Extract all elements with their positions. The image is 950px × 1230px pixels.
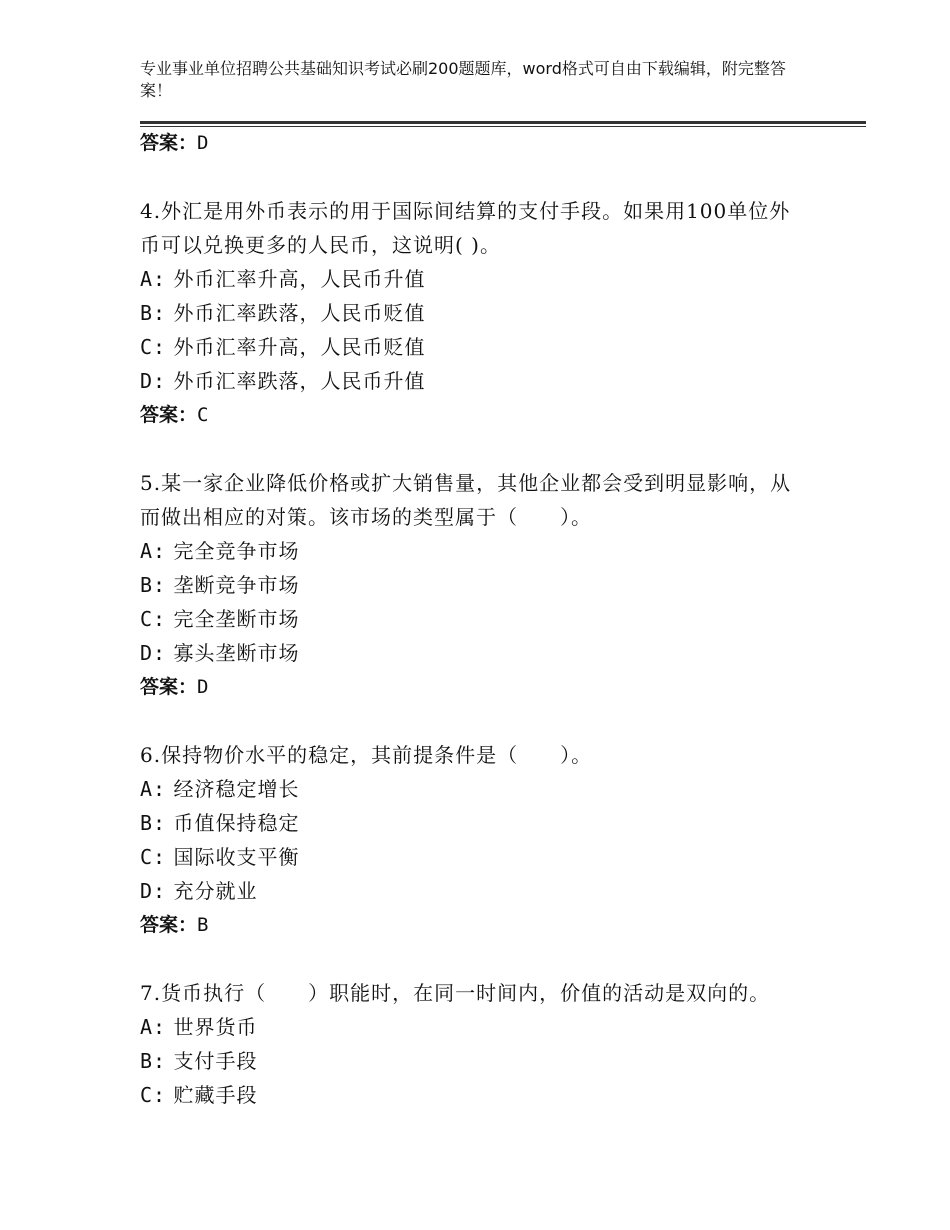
question-text: 7.货币执行（ ）职能时，在同一时间内，价值的活动是双向的。 (140, 981, 771, 1005)
option-key: C: (140, 845, 167, 869)
option-text: 世界货币 (173, 1015, 258, 1039)
option-key: A: (140, 777, 167, 801)
question-5 (140, 466, 840, 704)
option-text: 完全竞争市场 (173, 539, 300, 563)
answer-label: 答案： (140, 404, 198, 426)
page-header: 专业事业单位招聘公共基础知识考试必刷200题题库，word格式可自由下载编辑，附完整答案！ (140, 59, 786, 100)
header-rule-thick (140, 121, 866, 124)
answer-label: 答案： (140, 676, 198, 698)
option-b (140, 1044, 840, 1078)
option-text: 币值保持稳定 (173, 811, 300, 835)
answer-value: B (197, 914, 209, 936)
option-key: D: (140, 641, 167, 665)
option-c (140, 1078, 840, 1112)
question-7 (140, 976, 840, 1112)
answer-value: D (197, 676, 209, 698)
answer-line (140, 126, 840, 160)
option-d (140, 874, 840, 908)
option-key: A: (140, 267, 167, 291)
option-a (140, 1010, 840, 1044)
option-key: A: (140, 1015, 167, 1039)
answer-value: D (197, 132, 209, 154)
option-c (140, 330, 840, 364)
option-text: 经济稳定增长 (173, 777, 300, 801)
answer-line (140, 398, 840, 432)
option-key: B: (140, 811, 167, 835)
question-text: 5.某一家企业降低价格或扩大销售量，其他企业都会受到明显影响，从而做出相应的对策。该市场的类型属于（ ）。 (140, 471, 792, 529)
option-d (140, 364, 840, 398)
option-b (140, 568, 840, 602)
option-key: D: (140, 879, 167, 903)
option-a (140, 772, 840, 806)
option-key: B: (140, 301, 167, 325)
option-b (140, 296, 840, 330)
option-key: C: (140, 335, 167, 359)
option-text: 寡头垄断市场 (173, 641, 300, 665)
option-key: C: (140, 1083, 167, 1107)
option-text: 充分就业 (173, 879, 258, 903)
option-key: D: (140, 369, 167, 393)
answer-value: C (197, 404, 209, 426)
option-key: C: (140, 607, 167, 631)
option-text: 贮藏手段 (173, 1083, 258, 1107)
option-a (140, 262, 840, 296)
option-key: B: (140, 573, 167, 597)
answer-line (140, 908, 840, 942)
option-d (140, 636, 840, 670)
answer-label: 答案： (140, 914, 198, 936)
option-text: 外币汇率升高，人民币升值 (173, 267, 426, 291)
option-text: 支付手段 (173, 1049, 258, 1073)
option-key: A: (140, 539, 167, 563)
option-c (140, 840, 840, 874)
option-text: 完全垄断市场 (173, 607, 300, 631)
option-text: 垄断竞争市场 (173, 573, 300, 597)
option-text: 外币汇率跌落，人民币贬值 (173, 301, 426, 325)
option-text: 外币汇率升高，人民币贬值 (173, 335, 426, 359)
question-6 (140, 738, 840, 942)
option-text: 国际收支平衡 (173, 845, 300, 869)
option-key: B: (140, 1049, 167, 1073)
option-text: 外币汇率跌落，人民币升值 (173, 369, 426, 393)
question-text: 4.外汇是用外币表示的用于国际间结算的支付手段。如果用100单位外币可以兑换更多的人民币，这说明( )。 (140, 199, 791, 257)
option-c (140, 602, 840, 636)
question-text: 6.保持物价水平的稳定，其前提条件是（ ）。 (140, 743, 593, 767)
answer-line (140, 670, 840, 704)
option-b (140, 806, 840, 840)
question-4 (140, 194, 840, 432)
question-list (140, 126, 840, 1112)
answer-label: 答案： (140, 132, 198, 154)
option-a (140, 534, 840, 568)
